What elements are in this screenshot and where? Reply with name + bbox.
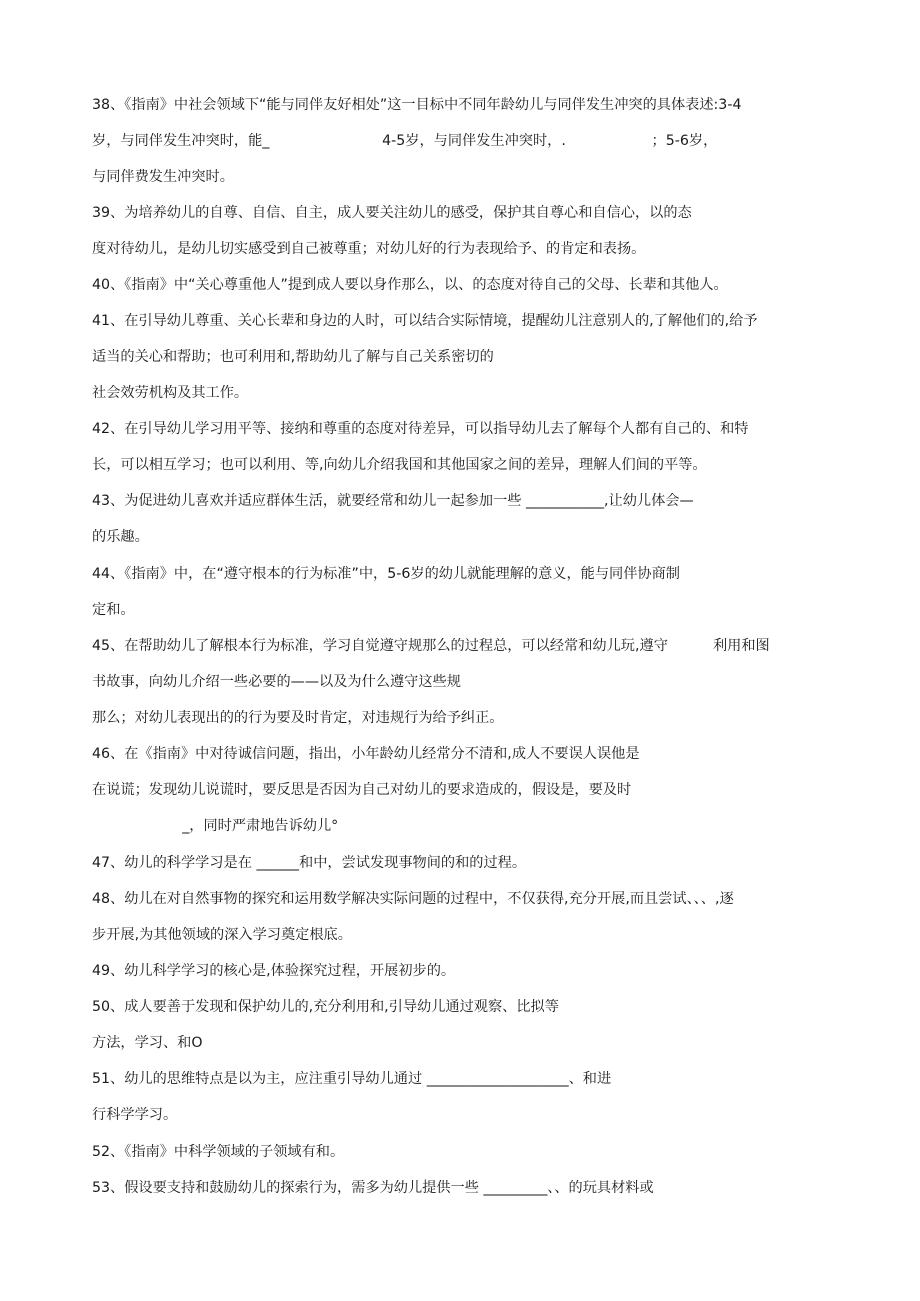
text-line-q42-2: 长，可以相互学习；也可以利用、等,向幼儿介绍我国和其他国家之间的差异，理解人们间的平等。 — [92, 457, 707, 473]
text-line-q39-1: 39、为培养幼儿的自尊、自信、自主，成人要关注幼儿的感受，保护其自尊心和自信心，以的态 — [92, 205, 692, 221]
text-line-q39-2: 度对待幼儿，是幼儿切实感受到自己被尊重；对幼儿好的行为表现给予、的肯定和表扬。 — [92, 241, 646, 257]
text-line-q45-1: 45、在帮助幼儿了解根本行为标准，学习自觉遵守规那么的过程总，可以经常和幼儿玩,遵守 利用和图 — [92, 638, 770, 654]
text-line-q52-1: 52、《指南》中科学领域的子领域有和。 — [92, 1144, 345, 1160]
text-line-q50-2: 方法，学习、和O — [92, 1035, 203, 1051]
text-line-q46-2: 在说谎；发现幼儿说谎时，要反思是否因为自己对幼儿的要求造成的，假设是，要及时 — [92, 782, 632, 798]
text-line-q50-1: 50、成人要善于发现和保护幼儿的,充分利用和,引导幼儿通过观察、比拟等 — [92, 999, 559, 1015]
text-line-q38-3: 与同伴费发生冲突时。 — [92, 169, 234, 185]
text-line-q44-1: 44、《指南》中，在“遵守根本的行为标准”中，5-6岁的幼儿就能理解的意义，能与同伴协商制 — [92, 566, 680, 582]
text-line-q51-2: 行科学学习。 — [92, 1107, 178, 1123]
text-line-q38-2: 岁，与同伴发生冲突时，能_ 4-5岁，与同伴发生冲突时，. ；5-6岁， — [92, 133, 718, 149]
text-line-q41-1: 41、在引导幼儿尊重、关心长辈和身边的人时，可以结合实际情境，提醒幼儿注意别人的,了解他们的,给予 — [92, 313, 758, 329]
text-line-q45-2: 书故事，向幼儿介绍一些必要的——以及为什么遵守这些规 — [92, 674, 461, 690]
text-line-q46-1: 46、在《指南》中对待诚信问题，指出，小年龄幼儿经常分不清和,成人不要误人误他是 — [92, 746, 640, 762]
text-line-q40-1: 40、《指南》中“关心尊重他人”提到成人要以身作那么，以、的态度对待自己的父母、长辈和其他人。 — [92, 277, 728, 293]
text-line-q51-1: 51、幼儿的思维特点是以为主，应注重引导幼儿通过 ____________________、和进 — [92, 1071, 612, 1087]
text-line-q48-1: 48、幼儿在对自然事物的探究和运用数学解决实际问题的过程中，不仅获得,充分开展,而且尝试、、、,逐 — [92, 891, 734, 907]
text-line-q45-3: 那么；对幼儿表现出的的行为要及时肯定，对违规行为给予纠正。 — [92, 710, 504, 726]
text-line-q41-2: 适当的关心和帮助；也可利用和,帮助幼儿了解与自己关系密切的 — [92, 349, 494, 365]
text-line-q42-1: 42、在引导幼儿学习用平等、接纳和尊重的态度对待差异，可以指导幼儿去了解每个人都有自己的、和特 — [92, 421, 749, 437]
text-line-q53-1: 53、假设要支持和鼓励幼儿的探索行为，需多为幼儿提供一些 _________、、的玩具材料或 — [92, 1180, 654, 1196]
text-line-q38-1: 38、《指南》中社会领域下“能与同伴友好相处”这一目标中不同年龄幼儿与同伴发生冲突的具体表述:3-4 — [92, 97, 742, 113]
text-line-q47-1: 47、幼儿的科学学习是在 ______和中，尝试发现事物间的和的过程。 — [92, 855, 527, 871]
text-line-q48-2: 步开展,为其他领域的深入学习奠定根底。 — [92, 927, 352, 943]
text-line-q46-3: _，同时严肃地告诉幼儿° — [92, 818, 339, 834]
text-line-q49-1: 49、幼儿科学学习的核心是,体验探究过程，开展初步的。 — [92, 963, 456, 979]
text-line-q41-3: 社会效劳机构及其工作。 — [92, 385, 249, 401]
text-line-q43-2: 的乐趣。 — [92, 529, 149, 545]
text-line-q43-1: 43、为促进幼儿喜欢并适应群体生活，就要经常和幼儿一起参加一些 ___________,让幼儿体会— — [92, 493, 694, 509]
text-line-q44-2: 定和。 — [92, 602, 135, 618]
